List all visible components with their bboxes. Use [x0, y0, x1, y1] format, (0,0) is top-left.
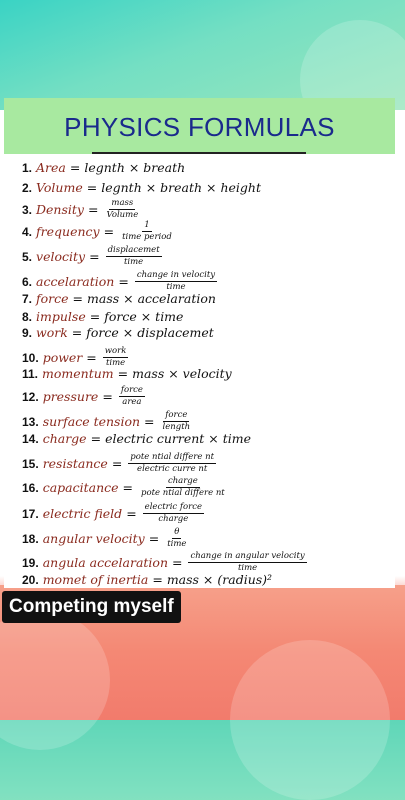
fraction-denominator: time period: [122, 232, 172, 242]
formula-row: [22, 431, 251, 446]
fraction-numerator: force: [120, 385, 143, 395]
formula-name: momentum: [42, 366, 114, 381]
equals-sign: =: [122, 480, 134, 495]
formula-row: [22, 180, 261, 195]
equals-sign: =: [102, 389, 113, 404]
fraction: [135, 270, 217, 293]
equals-sign: =: [117, 366, 129, 381]
equals-sign: =: [90, 431, 102, 446]
formula-name: impulse: [36, 309, 86, 324]
fraction-numerator: charge: [167, 476, 198, 486]
formula-number: 16.: [22, 480, 39, 495]
formula-number: 20.: [22, 572, 39, 587]
video-caption: Competing myself: [2, 591, 181, 623]
formula-name: Volume: [36, 180, 83, 195]
decor-bubble: [230, 640, 390, 800]
formula-row: [22, 309, 183, 324]
formula-name: power: [42, 350, 83, 365]
fraction-numerator: work: [104, 346, 127, 356]
fraction-denominator: electric curre nt: [137, 464, 208, 474]
formula-name: pressure: [42, 389, 99, 404]
fraction: [139, 476, 227, 499]
formula-name: Density: [36, 202, 84, 217]
formula-expression: mass × accelaration: [87, 291, 216, 306]
formula-name: angula accelaration: [42, 555, 168, 570]
equals-sign: =: [69, 160, 81, 175]
formula-row: [22, 366, 232, 381]
formula-number: 17.: [22, 506, 39, 521]
fraction-denominator: time: [237, 563, 258, 573]
fraction: [120, 220, 174, 243]
equals-sign: =: [172, 555, 183, 570]
fraction-numerator: θ: [174, 527, 180, 537]
formula-number: 13.: [22, 414, 39, 429]
formula-row: [22, 198, 140, 221]
formula-number: 12.: [22, 389, 39, 404]
equals-sign: =: [126, 506, 137, 521]
formula-row: [22, 160, 185, 175]
formula-number: 6.: [22, 274, 33, 289]
formula-number: 5.: [22, 249, 33, 264]
fraction: [165, 527, 188, 550]
formula-row: [22, 502, 204, 525]
equals-sign: =: [86, 180, 98, 195]
formula-row: [22, 410, 192, 433]
fraction-numerator: 1: [144, 220, 150, 230]
formula-number: 14.: [22, 431, 39, 446]
formula-row: [22, 270, 217, 293]
formula-expression: force × displacemet: [86, 325, 214, 340]
formula-number: 3.: [22, 202, 33, 217]
formula-expression: legnth × breath × height: [101, 180, 262, 195]
fraction-numerator: force: [165, 410, 188, 420]
formula-row: [22, 527, 188, 550]
sheet-header: [4, 98, 395, 154]
fraction: [106, 245, 162, 268]
fraction-denominator: time: [105, 358, 126, 368]
formula-row: [22, 551, 307, 574]
formula-number: 1.: [22, 160, 33, 175]
fraction: [119, 385, 145, 408]
equals-sign: =: [144, 414, 155, 429]
formula-number: 10.: [22, 350, 39, 365]
formula-name: momet of inertia: [42, 572, 149, 587]
equals-sign: =: [87, 202, 99, 217]
formula-row: [22, 325, 214, 340]
fraction-denominator: charge: [158, 514, 189, 524]
formula-name: angular velocity: [42, 531, 145, 546]
formula-number: 11.: [22, 366, 39, 381]
equals-sign: =: [89, 309, 101, 324]
formula-row: [22, 476, 227, 499]
formula-expression: mass × (radius)²: [166, 572, 273, 587]
formula-name: Area: [36, 160, 66, 175]
equals-sign: =: [86, 350, 97, 365]
formula-row: [22, 245, 162, 268]
formula-expression: mass × velocity: [132, 366, 232, 381]
formula-number: 7.: [22, 291, 33, 306]
fraction: [161, 410, 193, 433]
formula-expression: force × time: [104, 309, 184, 324]
formula-sheet: [4, 98, 395, 588]
formula-number: 19.: [22, 555, 39, 570]
fraction-numerator: displacemet: [107, 245, 160, 255]
formula-number: 18.: [22, 531, 39, 546]
formula-number: 8.: [22, 309, 33, 324]
equals-sign: =: [103, 224, 115, 239]
equals-sign: =: [152, 572, 163, 587]
equals-sign: =: [118, 274, 129, 289]
formula-number: 9.: [22, 325, 33, 340]
formula-row: [22, 572, 272, 587]
fraction-numerator: change in angular velocity: [190, 551, 305, 561]
fraction-denominator: time: [123, 257, 144, 267]
formula-name: work: [36, 325, 68, 340]
formula-row: [22, 452, 216, 475]
formula-name: capacitance: [42, 480, 119, 495]
formula-expression: legnth × breath: [84, 160, 186, 175]
fraction: [143, 502, 204, 525]
formula-name: velocity: [36, 249, 86, 264]
fraction-numerator: mass: [111, 198, 134, 208]
formula-number: 2.: [22, 180, 33, 195]
formula-name: frequency: [36, 224, 100, 239]
fraction: [128, 452, 216, 475]
fraction: [104, 198, 140, 221]
equals-sign: =: [71, 325, 83, 340]
fraction-denominator: pote ntial differe nt: [141, 488, 225, 498]
title-underline: [92, 152, 306, 154]
fraction-denominator: time: [166, 282, 186, 292]
formula-name: surface tension: [42, 414, 141, 429]
formula-row: [22, 291, 216, 306]
fraction-numerator: change in velocity: [136, 270, 216, 280]
page-title: PHYSICS FORMULAS: [64, 112, 335, 142]
fraction-denominator: length: [162, 422, 191, 432]
fraction: [188, 551, 306, 574]
equals-sign: =: [72, 291, 84, 306]
formula-expression: electric current × time: [105, 431, 251, 446]
formula-name: force: [36, 291, 69, 306]
fraction-numerator: pote ntial differe nt: [130, 452, 214, 462]
formula-row: [22, 220, 174, 243]
equals-sign: =: [111, 456, 123, 471]
formula-row: [22, 385, 145, 408]
fraction-numerator: electric force: [144, 502, 202, 512]
equals-sign: =: [148, 531, 160, 546]
fraction-denominator: Volume: [106, 210, 139, 220]
formula-name: accelaration: [36, 274, 115, 289]
formula-number: 15.: [22, 456, 39, 471]
fraction-denominator: area: [122, 397, 142, 407]
formula-name: charge: [42, 431, 87, 446]
fraction-denominator: time: [167, 539, 187, 549]
equals-sign: =: [89, 249, 100, 264]
formula-number: 4.: [22, 224, 33, 239]
formula-name: electric field: [42, 506, 123, 521]
formula-name: resistance: [42, 456, 108, 471]
